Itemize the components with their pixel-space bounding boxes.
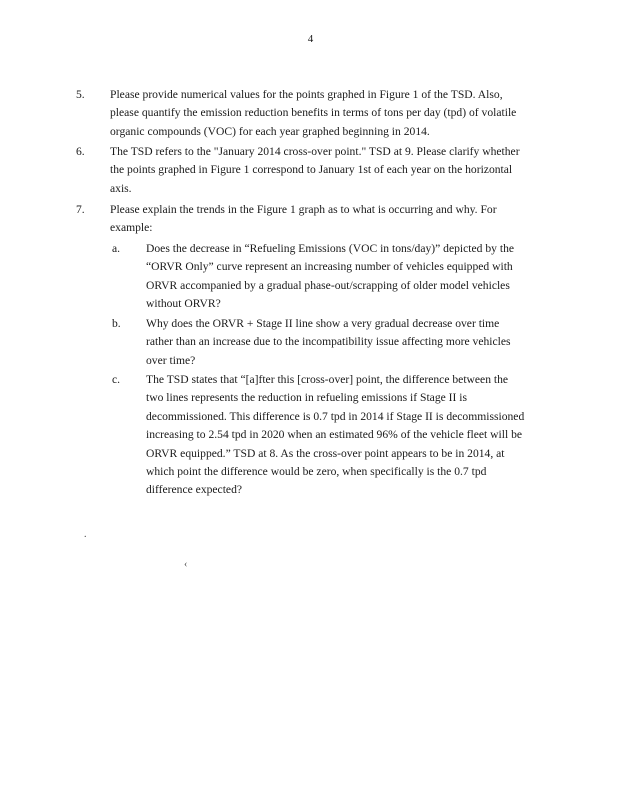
text-line: without ORVR? [146,297,221,311]
text-line: “ORVR Only” curve represent an increasing number of vehicles equipped with [146,260,513,274]
sub-item-text [146,315,546,370]
text-line: Does the decrease in “Refueling Emissions (VOC in tons/day)” depicted by the [146,242,515,255]
text-line: two lines represents the reduction in refueling emissions if Stage II is [146,391,468,405]
text-line: rather than an increase due to the incompatibility issue affecting more vehicles [146,335,511,349]
sub-item-letter: c. [112,373,121,386]
item-number: 5. [76,88,85,101]
text-line: which point the difference would be zero, when specifically is the 0.7 tpd [146,465,487,479]
item-text [110,201,548,238]
text-line: please quantify the emission reduction benefits in terms of tons per day (tpd) of volatile [110,106,517,120]
sub-item-letter: a. [112,242,121,255]
item-number: 7. [76,203,85,216]
text-line: the points graphed in Figure 1 correspond to January 1st of each year on the horizontal [110,163,513,177]
text-line: The TSD states that “[a]fter this [cross-over] point, the difference between the [146,373,509,386]
text-line: The TSD refers to the "January 2014 cross-over point." TSD at 9. Please clarify whether [110,145,520,158]
sub-item-text [146,371,546,500]
text-line: Please explain the trends in the Figure 1 graph as to what is occurring and why. For [110,203,497,216]
stray-mark: . [84,529,87,540]
text-line: difference expected? [146,483,243,497]
text-line: Why does the ORVR + Stage II line show a very gradual decrease over time [146,317,500,330]
item-text [110,86,548,141]
text-line: ORVR accompanied by a gradual phase-out/scrapping of older model vehicles [146,278,510,292]
text-line: organic compounds (VOC) for each year graphed beginning in 2014. [110,124,430,138]
sub-item-letter: b. [112,317,121,330]
text-line: over time? [146,353,196,367]
text-line: ORVR equipped.” TSD at 8. As the cross-over point appears to be in 2014, at [146,446,505,460]
text-line: increasing to 2.54 tpd in 2020 when an estimated 96% of the vehicle fleet will be [146,428,523,442]
text-line: Please provide numerical values for the points graphed in Figure 1 of the TSD. Also, [110,88,503,101]
page-number: 4 [307,33,314,45]
text-line: example: [110,221,153,235]
stray-mark: ‹ [184,559,188,570]
item-number: 6. [76,145,85,158]
item-text [110,143,548,198]
sub-item-text [146,240,546,314]
text-line: axis. [110,181,132,195]
text-line: decommissioned. This difference is 0.7 tpd in 2014 if Stage II is decommissioned [146,409,525,423]
